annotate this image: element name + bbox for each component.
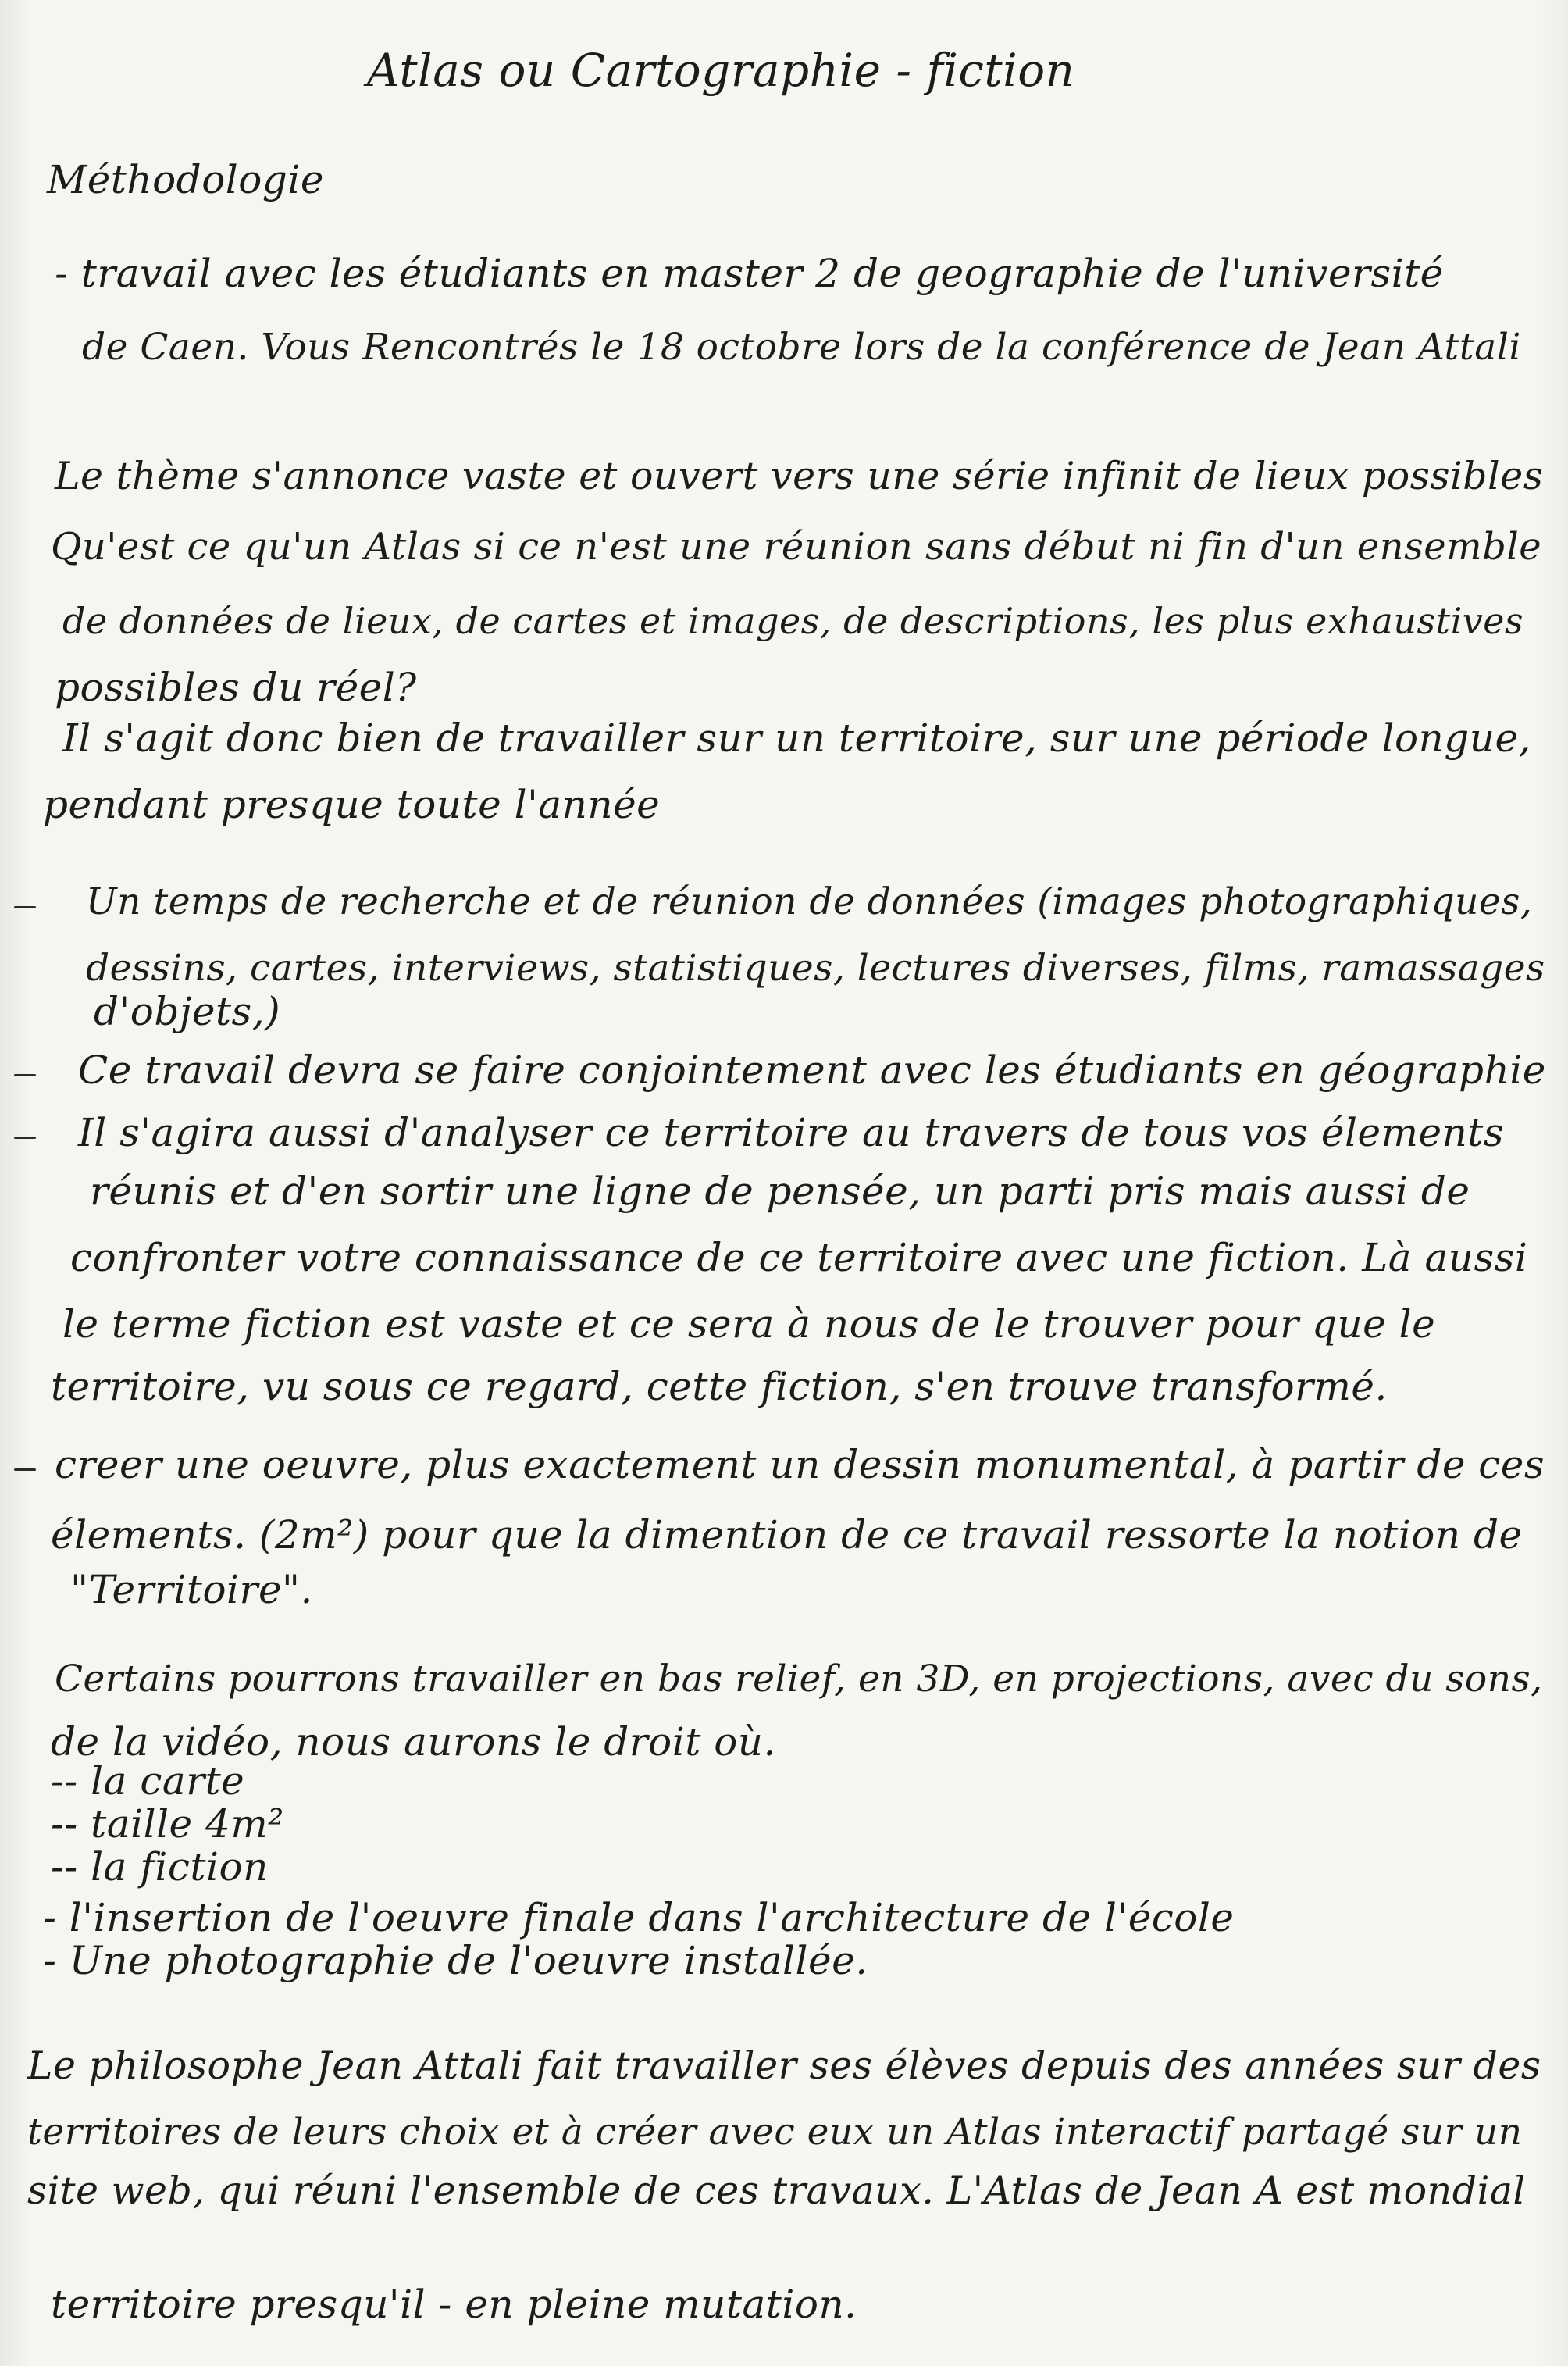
text-line: site web, qui réuni l'ensemble de ces travaux. L'Atlas de Jean A est mondial	[27, 2168, 1526, 2213]
list-item: -- la carte	[51, 1758, 245, 1804]
text-line: "Territoire".	[70, 1567, 313, 1612]
text-line: Le thème s'annonce vaste et ouvert vers une série infinit de lieux possibles	[55, 454, 1544, 498]
text-line: élements. (2m²) pour que la dimention de ce travail ressorte la notion de	[51, 1512, 1523, 1558]
section-heading: Méthodologie	[47, 157, 324, 202]
bullet-dash	[14, 1468, 36, 1471]
bullet-dash	[14, 906, 36, 908]
text-line: Le philosophe Jean Attali fait travailler ses élèves depuis des années sur des	[27, 2043, 1541, 2088]
text-line: de Caen. Vous Rencontrés le 18 octobre lors de la conférence de Jean Attali	[82, 326, 1521, 369]
text-line: possibles du réel?	[55, 665, 417, 710]
list-item: Un temps de recherche et de réunion de données (images photographiques,	[86, 880, 1533, 923]
text-line: réunis et d'en sortir une ligne de pensée, un parti pris mais aussi de	[90, 1169, 1470, 1214]
list-item: -- taille 4m²	[51, 1801, 284, 1847]
text-line: de données de lieux, de cartes et images, de descriptions, les plus exhaustives	[62, 600, 1524, 642]
text-line: confronter votre connaissance de ce territoire avec une fiction. Là aussi	[70, 1235, 1528, 1280]
text-line: pendant presque toute l'année	[43, 782, 661, 827]
list-item: - Une photographie de l'oeuvre installée.	[43, 1938, 868, 1983]
text-line: Certains pourrons travailler en bas relief, en 3D, en projections, avec du sons,	[55, 1658, 1543, 1700]
bullet-dash	[14, 1137, 36, 1139]
text-line: territoires de leurs choix et à créer avec eux un Atlas interactif partagé sur un	[27, 2111, 1523, 2154]
list-item: creer une oeuvre, plus exactement un dessin monumental, à partir de ces	[55, 1442, 1545, 1487]
text-line: dessins, cartes, interviews, statistiques, lectures diverses, films, ramassages	[86, 947, 1545, 990]
text-line: - travail avec les étudiants en master 2 de geographie de l'université	[55, 251, 1444, 296]
text-line: territoire, vu sous ce regard, cette fiction, s'en trouve transformé.	[51, 1364, 1388, 1409]
list-item: -- la fiction	[51, 1844, 269, 1890]
text-line: d'objets,)	[94, 989, 281, 1034]
text-line: territoire presqu'il - en pleine mutation.	[51, 2282, 857, 2327]
page-title: Atlas ou Cartographie - fiction	[367, 44, 1075, 97]
bullet-dash	[14, 1074, 36, 1076]
text-line: de la vidéo, nous aurons le droit où.	[51, 1719, 776, 1765]
list-item: Il s'agira aussi d'analyser ce territoire au travers de tous vos élements	[78, 1110, 1505, 1155]
text-line: le terme fiction est vaste et ce sera à nous de le trouver pour que le	[62, 1301, 1436, 1347]
text-line: Il s'agit donc bien de travailler sur un territoire, sur une période longue,	[62, 716, 1531, 761]
list-item: - l'insertion de l'oeuvre finale dans l'architecture de l'école	[43, 1895, 1235, 1940]
text-line: Qu'est ce qu'un Atlas si ce n'est une réunion sans début ni fin d'un ensemble	[51, 525, 1542, 569]
list-item: Ce travail devra se faire conjointement avec les étudiants en géographie	[78, 1047, 1546, 1093]
